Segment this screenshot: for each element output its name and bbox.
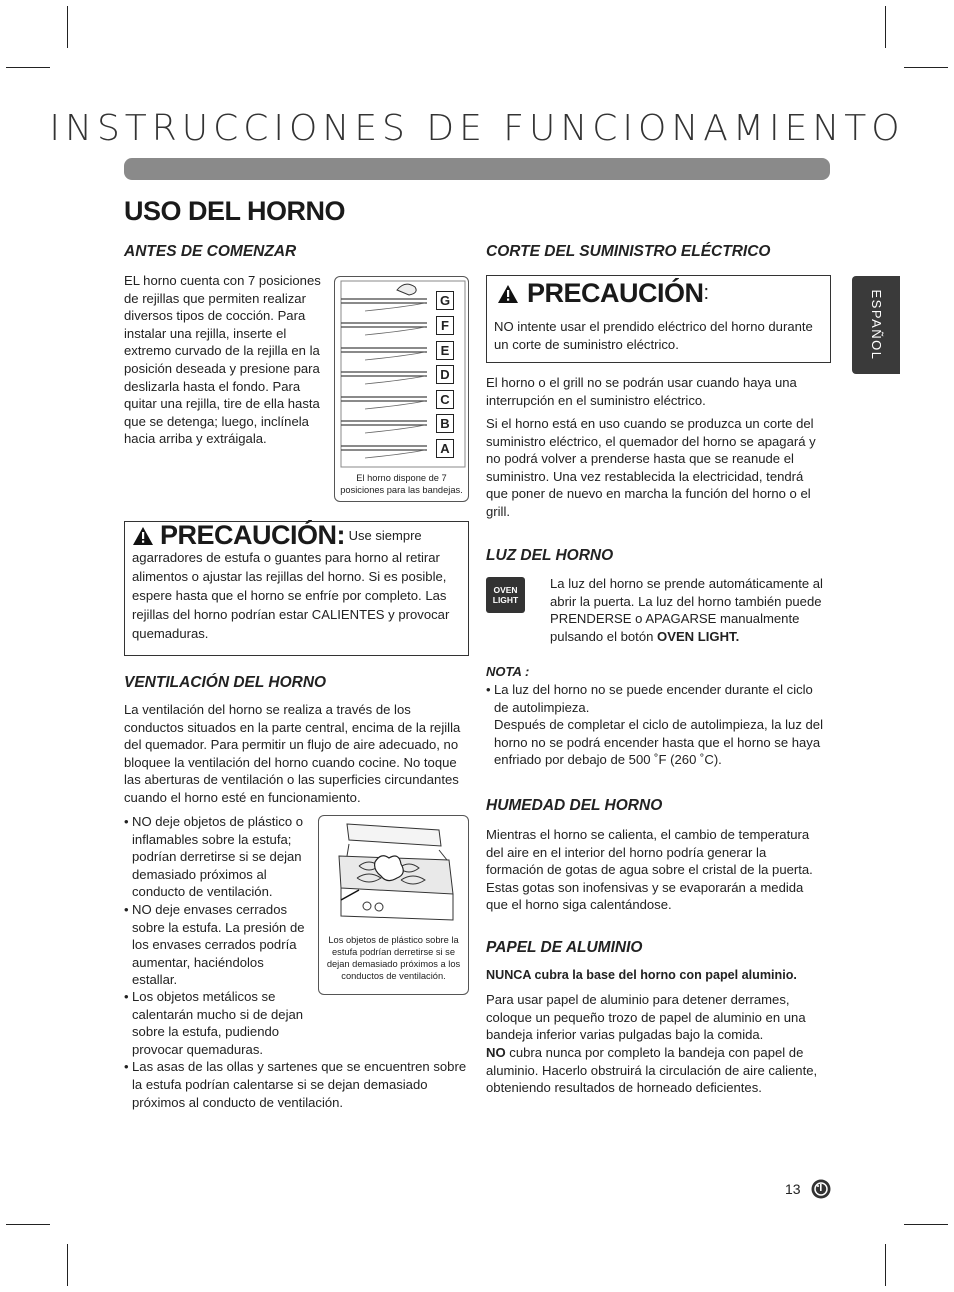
precaucion-colon: : <box>703 282 710 304</box>
precaucion-box-right <box>486 275 831 363</box>
crop-mark <box>67 6 68 48</box>
stove-figure <box>318 815 469 995</box>
luz-text: La luz del horno se prende automáticamente al abrir la puerta. La luz del horno también puede PRENDERSE o APAGARSE manualmente pulsando el botón OVEN LIGHT. <box>550 576 823 644</box>
ventilacion-bullets-bottom <box>124 988 469 1111</box>
rack-label-b: B <box>436 414 454 433</box>
heading-luz: LUZ DEL HORNO <box>486 547 614 564</box>
corte-p2: Si el horno está en uso cuando se produzca un corte del suministro eléctrico, el quemador del horno se apagará y no podrá volver a prenderse hasta que se reanude el suministro. Una vez restablecida la electricidad, tendrá que poner de nuevo en marcha la función del horno o el grill. <box>486 416 816 519</box>
warning-icon <box>497 284 519 304</box>
rack-label-d: D <box>436 365 454 384</box>
rack-label-e: E <box>436 341 454 360</box>
rack-label-f: F <box>436 316 454 335</box>
list-item: • Los objetos metálicos se calentarán mucho si de dejan sobre la estufa, pudiendo provocar quemaduras. <box>124 988 469 1058</box>
stove-figure-caption: Los objetos de plástico sobre la estufa podrían derretirse si se dejan demasiado próximos a los conductos de ventilación. <box>326 935 461 981</box>
section-title: USO DEL HORNO <box>124 196 346 226</box>
page-number: 13 <box>785 1181 801 1197</box>
language-tab: ESPAÑOL <box>852 276 900 374</box>
lg-logo-icon <box>811 1179 831 1199</box>
crop-mark <box>885 6 886 48</box>
precaucion-box-left <box>124 521 469 656</box>
corte-p1: El horno o el grill no se podrán usar cuando haya una interrupción en el suministro eléctrico. <box>486 375 797 408</box>
aluminio-p1: Para usar papel de aluminio para detener derrames, coloque un pequeño trozo de papel de aluminio en una bandeja inferior varias pulgadas bajo la comida. <box>486 992 806 1043</box>
antes-text: EL horno cuenta con 7 posiciones de rejillas que permiten realizar diversos tipos de cocción. Para instalar una rejilla, inserte el extremo curvado de la rejilla en la posición deseada y presione para deslizarla hasta el fondo. Para quitar una rejilla, tire de ella hasta que se detenga; luego, inclínela hacia arriba y extráigala. <box>124 273 321 447</box>
humedad-text: Mientras el horno se calienta, el cambio de temperatura del aire en el interior del horno podría generar la formación de gotas de agua sobre el cristal de la puerta. Estas gotas son inofensivas y se evaporarán a medida que el horno siga calentándose. <box>486 827 813 913</box>
stove-illustration <box>319 816 468 926</box>
precaucion-label: PRECAUCIÓN <box>527 278 704 308</box>
list-item: • Las asas de las ollas y sartenes que se encuentren sobre la estufa podrían calentarse si se dejan demasiado próximos al conducto de ventilación. <box>124 1058 469 1111</box>
crop-mark <box>67 1244 68 1286</box>
rack-figure-caption: El horno dispone de 7 posiciones para las bandejas. <box>340 473 463 495</box>
rack-label-c: C <box>436 390 454 409</box>
oven-light-button: OVEN LIGHT <box>486 577 525 613</box>
heading-aluminio: PAPEL DE ALUMINIO <box>486 939 643 956</box>
rack-label-g: G <box>436 291 454 310</box>
heading-ventilacion: VENTILACIÓN DEL HORNO <box>124 674 327 691</box>
list-item: • NO deje envases cerrados sobre la estufa. La presión de los envases cerrados podría aumentar, haciéndolos estallar. <box>124 901 312 989</box>
crop-mark <box>6 1224 50 1225</box>
nota-list <box>486 681 831 769</box>
precaucion-text: agarradores de estufa o guantes para horno al retirar alimentos o ajustar las rejillas del horno. Si es posible, espere hasta que el horno se enfríe por completo. Las rejillas del horno podrían estar CALIENTES y provocar quemaduras. <box>132 550 450 641</box>
precaucion-lead: Use siempre <box>348 528 422 544</box>
list-item: • NO deje objetos de plástico o inflamables sobre la estufa; podrían derretirse si se dejan demasiado próximos al conducto de ventilación. <box>124 813 312 901</box>
crop-mark <box>904 1224 948 1225</box>
heading-antes: ANTES DE COMENZAR <box>124 243 297 260</box>
crop-mark <box>904 67 948 68</box>
aluminio-p2: NO cubra nunca por completo la bandeja con papel de aluminio. Hacerlo obstruirá la circulación de aire caliente, obteniendo resultados de horneado deficientes. <box>486 1045 818 1096</box>
rack-positions-figure <box>334 276 469 502</box>
precaucion-text: NO intente usar el prendido eléctrico del horno durante un corte de suministro eléctrico. <box>494 319 813 352</box>
header-bar <box>124 158 830 180</box>
heading-humedad: HUMEDAD DEL HORNO <box>486 797 663 814</box>
heading-corte: CORTE DEL SUMINISTRO ELÉCTRICO <box>486 243 771 260</box>
nota-label: NOTA : <box>486 664 530 679</box>
crop-mark <box>6 67 50 68</box>
rack-label-a: A <box>436 439 454 458</box>
warning-icon <box>132 526 154 546</box>
page-title: INSTRUCCIONES DE FUNCIONAMIENTO <box>49 108 905 149</box>
precaucion-label: PRECAUCIÓN: <box>160 520 346 551</box>
list-item: • La luz del horno no se puede encender durante el ciclo de autolimpieza. Después de completar el ciclo de autolimpieza, la luz del horno no se podrá encender hasta que el horno se haya enfriado por debajo de 500 ˚F (260 ˚C). <box>486 681 831 769</box>
ventilacion-text: La ventilación del horno se realiza a través de los conductos situados en la parte central, encima de la rejilla del quemador. Para permitir un flujo de aire adecuado, no bloquee la ventilación del horno cuando cocine. No toque las aberturas de ventilación o las superficies circundantes cuando el horno esté en funcionamiento. <box>124 702 461 805</box>
crop-mark <box>885 1244 886 1286</box>
aluminio-bold: NUNCA cubra la base del horno con papel aluminio. <box>486 968 797 982</box>
ventilacion-bullets-top <box>124 813 312 989</box>
